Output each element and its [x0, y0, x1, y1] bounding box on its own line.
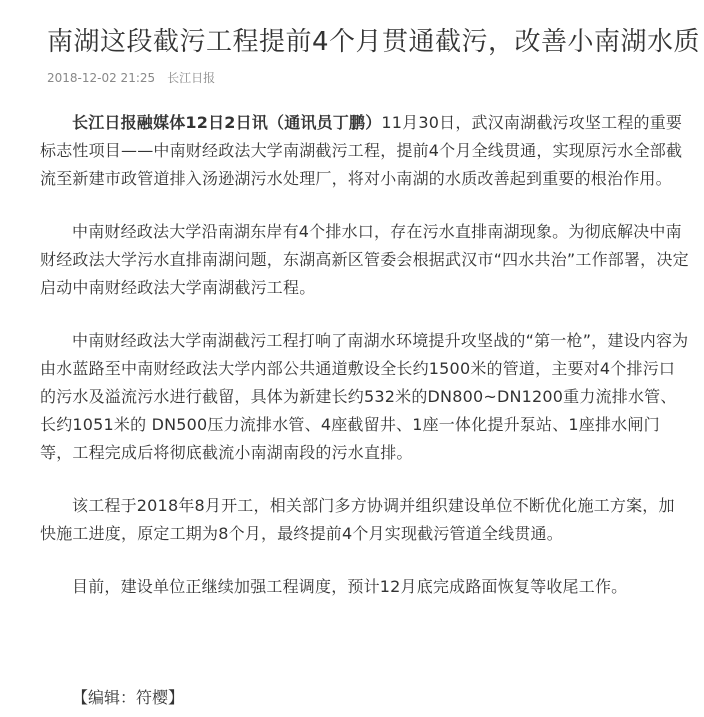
paragraph-3: 中南财经政法大学南湖截污工程打响了南湖水环境提升攻坚战的“第一枪”，建设内容为由水蓝路至中南财经政法大学内部公共通道敷设全长约1500米的管道，主要对4个排污口的污水及溢流污水进行截留，具体为新建长约532米的DN800~DN1200重力流排水管、长约1051米的 DN500压力流排水管、4座截留井、1座一体化提升泵站、1座排水闸门等，工程完成后将彻底截流小南湖南段的污水直排。 — [40, 331, 689, 462]
paragraph-4: 该工程于2018年8月开工，相关部门多方协调并组织建设单位不断优化施工方案，加快施工进度，原定工期为8个月，最终提前4个月实现截污管道全线贯通。 — [40, 496, 675, 543]
article-meta — [47, 70, 215, 86]
dateline: 长江日报融媒体12日2日讯（通讯员丁鹏） — [72, 113, 382, 132]
lead-text: 11月30日，武汉南湖截污攻坚工程的重要标志性项目——中南财经政法大学南湖截污工程，提前4个月全线贯通，实现原污水全部截流至新建市政管道排入汤逊湖污水处理厂，将对小南湖的水质改善起到重要的根治作用。 — [40, 113, 683, 188]
publish-date: 2018-12-02 21:25 — [47, 71, 156, 85]
paragraph-2: 中南财经政法大学沿南湖东岸有4个排水口，存在污水直排南湖现象。为彻底解决中南财经政法大学污水直排南湖问题，东湖高新区管委会根据武汉市“四水共治”工作部署，决定启动中南财经政法大学南湖截污工程。 — [40, 222, 689, 297]
article-body — [40, 109, 690, 601]
article-source[interactable]: 长江日报 — [167, 71, 216, 85]
lead-paragraph — [40, 109, 690, 193]
editor-credit: 【编辑：符樱】 — [72, 688, 185, 707]
article-title: 南湖这段截污工程提前4个月贯通截污，改善小南湖水质 — [47, 27, 701, 57]
paragraph-5: 目前，建设单位正继续加强工程调度，预计12月底完成路面恢复等收尾工作。 — [72, 577, 628, 596]
